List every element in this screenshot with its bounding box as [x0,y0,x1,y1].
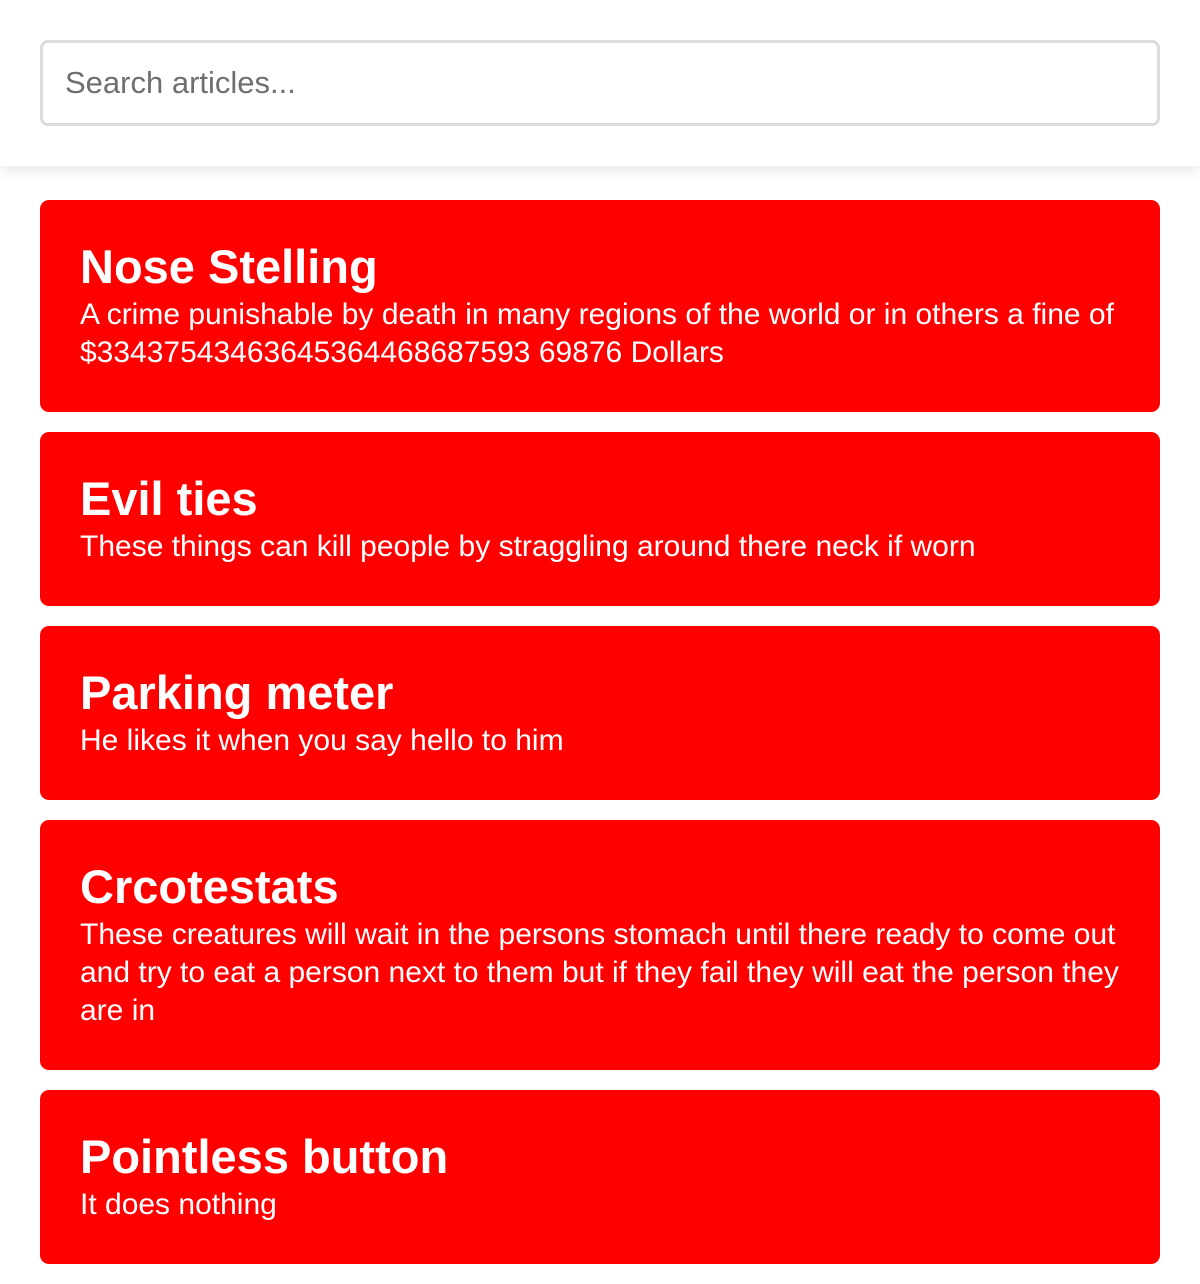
article-title: Nose Stelling [80,240,378,293]
article-card[interactable] [40,820,1160,1070]
article-description: It does nothing [80,1188,277,1221]
article-card[interactable] [40,626,1160,800]
article-title: Crcotestats [80,860,339,913]
article-card[interactable] [40,1090,1160,1264]
search-input[interactable] [40,40,1160,126]
article-list [40,200,1160,1284]
article-title: Parking meter [80,666,394,719]
article-card[interactable] [40,432,1160,606]
article-card[interactable] [40,200,1160,412]
article-description: These creatures will wait in the persons stomach until there ready to come out and try to eat a person next to them but if they fail they will eat the person they are in [80,918,1119,1027]
article-description: These things can kill people by straggling around there neck if worn [80,530,976,563]
article-title: Evil ties [80,472,258,525]
search-header [0,0,1200,166]
article-title: Pointless button [80,1130,449,1183]
article-description: He likes it when you say hello to him [80,724,564,757]
article-description: A crime punishable by death in many regions of the world or in others a fine of $33437543463645364468687593 69876 Dollars [80,298,1114,369]
